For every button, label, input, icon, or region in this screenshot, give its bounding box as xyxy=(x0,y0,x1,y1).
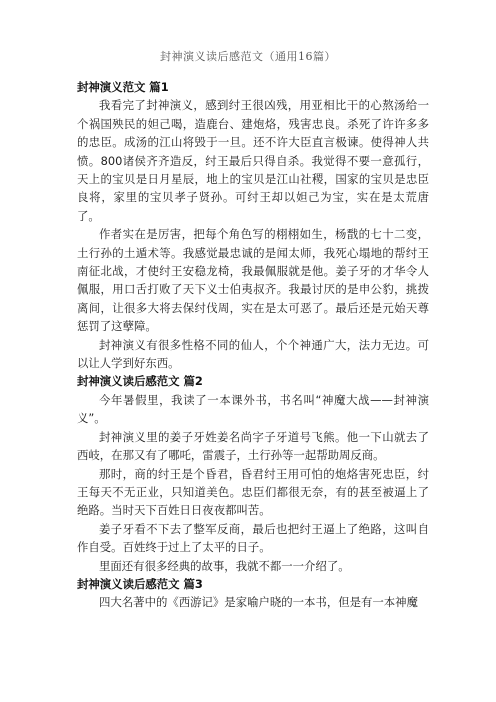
section-heading: 封神演义读后感范文 篇3 xyxy=(77,576,203,591)
paragraph: 作者实在是厉害，把每个角色写的栩栩如生，杨戬的七十二变，土行孙的土遁术等。我感觉最忠诚的是闻太师，我死心塌地的帮纣王南征北战，才使纣王安稳龙椅，我最佩服就是他。姜子牙的才华令人佩服，用口舌打败了天下义士伯夷叔齐。我最讨厌的是申公豹，挑拨离间，让很多大将去保纣伐周，实在是太可恶了。最后还是元始天尊惩罚了这孽障。 xyxy=(77,227,429,334)
document-body xyxy=(77,78,429,612)
document-title: 封神演义读后感范文（通用16篇） xyxy=(160,50,336,63)
paragraph: 封神演义有很多性格不同的仙人，个个神通广大，法力无边。可以让人学到好东西。 xyxy=(77,337,429,371)
paragraph: 那时，商的纣王是个昏君，昏君纣王用可怕的炮烙害死忠臣，纣王每天不无正业，只知道美色。忠臣们都很无奈，有的甚至被逼上了绝路。当时天下百姓日日夜夜都叫苦。 xyxy=(77,466,429,518)
paragraph: 四大名著中的《西游记》是家喻户晓的一本书，但是有一本神魔 xyxy=(99,595,418,610)
section-heading: 封神演义读后感范文 篇2 xyxy=(77,374,203,389)
paragraph: 姜子牙看不下去了整军反商，最后也把纣王逼上了绝路，这叫自作自受。百姓终于过上了太平的日子。 xyxy=(77,521,429,555)
paragraph: 封神演义里的姜子牙姓姜名尚字子牙道号飞熊。他一下山就去了西岐，在那又有了哪吒，雷震子，土行孙等一起帮助周反商。 xyxy=(77,429,429,463)
paragraph: 我看完了封神演义，感到纣王很凶残，用亚相比干的心熬汤给一个祸国殃民的妲己喝，造鹿台、建炮烙，残害忠良。杀死了许许多多的忠臣。成汤的江山将毁于一旦。还不许大臣直言极谏。使得神人共愤。800诸侯齐齐造反，纣王最后只得自杀。我觉得不要一意孤行，天上的宝贝是日月星辰，地上的宝贝是江山社稷，国家的宝贝是忠臣良将，家里的宝贝孝子贤孙。可纣王却以妲己为宝，实在是太荒唐了。 xyxy=(77,98,429,223)
paragraph: 里面还有很多经典的故事，我就不都一一介绍了。 xyxy=(99,558,350,573)
section-heading: 封神演义范文 篇1 xyxy=(77,80,169,94)
paragraph: 今年暑假里，我读了一本课外书，书名叫“神魔大战——封神演义”。 xyxy=(77,392,429,426)
